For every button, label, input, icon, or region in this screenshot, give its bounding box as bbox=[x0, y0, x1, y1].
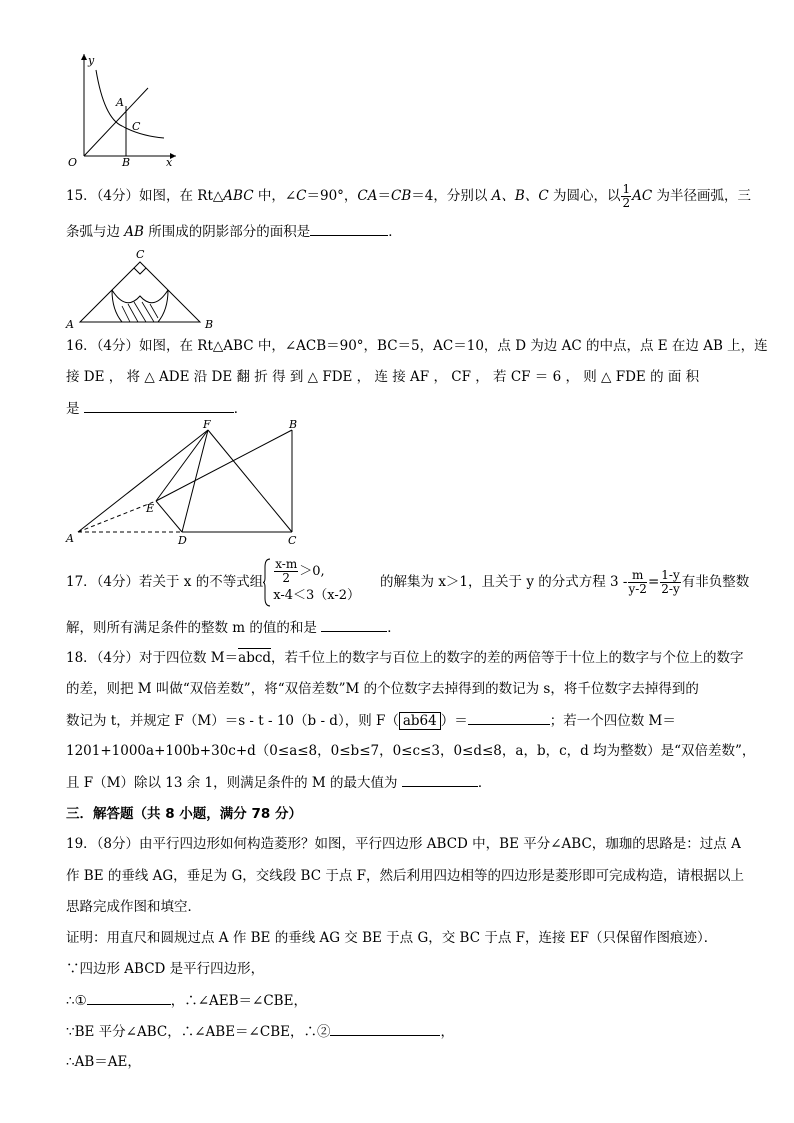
label-b: B bbox=[122, 156, 131, 169]
answer-blank-q15[interactable] bbox=[310, 221, 388, 236]
label-e: E bbox=[146, 502, 155, 515]
label-o: O bbox=[68, 156, 78, 169]
q18-line1: 18．（4分）对于四位数 M＝abcd，若千位上的数字与百位上的数字的差的两倍等于十位上的数字与个位上的数字 bbox=[66, 650, 744, 666]
label-x: x bbox=[166, 156, 173, 169]
label-a: A bbox=[66, 532, 74, 545]
section-heading: 三．解答题（共 8 小题，满分 78 分） bbox=[66, 806, 302, 822]
q19-line7: ∵BE 平分∠ABC，∴∠ABE＝∠CBE，∴② ， bbox=[66, 1021, 454, 1042]
label-a: A bbox=[116, 96, 124, 109]
triangle-abc bbox=[80, 262, 200, 322]
q16-line3: 是 ． bbox=[66, 398, 247, 419]
figure-q15-triangle bbox=[60, 246, 230, 330]
answer-blank-q18a[interactable] bbox=[468, 710, 550, 725]
arcs bbox=[112, 290, 168, 322]
label-c: C bbox=[136, 248, 145, 261]
label-a: A bbox=[66, 318, 74, 330]
fraction-half: $\frac{1}{2}$ bbox=[622, 182, 631, 210]
figure-hyperbola bbox=[60, 48, 190, 170]
q19-line5: ∵四边形 ABCD 是平行四边形， bbox=[66, 961, 265, 977]
answer-blank-q19-1[interactable] bbox=[87, 990, 171, 1005]
q16-line1: 16．（4分）如图，在 Rt△ABC 中，∠ACB＝90°，BC＝5，AC＝10，点 D 为边 AC 的中点，点 E 在边 AB 上，连 bbox=[66, 338, 768, 354]
label-c: C bbox=[288, 534, 297, 547]
answer-blank-q17[interactable] bbox=[321, 617, 387, 632]
q19-line4: 证明：用直尺和圆规过点 A 作 BE 的垂线 AG 交 BE 于点 G，交 BC 于点 F，连接 EF（只保留作图痕迹）． bbox=[66, 930, 718, 946]
label-d: D bbox=[178, 534, 187, 547]
answer-blank-q16[interactable] bbox=[84, 398, 234, 413]
hyperbola-curve bbox=[96, 70, 164, 138]
q19-line6: ∴① ，∴∠AEB＝∠CBE， bbox=[66, 990, 307, 1011]
label-b: B bbox=[205, 318, 214, 330]
q16-line2: 接 DE ， 将 △ ADE 沿 DE 翻 折 得 到 △ FDE ， 连 接 AF ， CF ， 若 CF ＝ 6 ， 则 △ FDE 的 面 积 bbox=[66, 369, 700, 385]
q18-line2: 的差，则把 M 叫做“双倍差数”，将“双倍差数”M 的个位数字去掉得到的数记为 s，将千位数字去掉得到的 bbox=[66, 681, 699, 697]
answer-blank-q19-2[interactable] bbox=[330, 1021, 440, 1036]
shaded-region bbox=[122, 302, 158, 322]
label-y: y bbox=[88, 54, 95, 67]
label-c: C bbox=[132, 120, 141, 133]
q19-line2: 作 BE 的垂线 AG，垂足为 G，交线段 BC 于点 F，然后利用四边相等的四边形是菱形即可完成构造，请根据以上 bbox=[66, 868, 744, 884]
q19-line1: 19．（8分）由平行四边形如何构造菱形？如图，平行四边形 ABCD 中，BE 平分∠ABC，珈珈的思路是：过点 A bbox=[66, 836, 741, 852]
figure-q16 bbox=[60, 420, 310, 548]
answer-blank-q18b[interactable] bbox=[402, 772, 478, 787]
q15-line1: 15．（4分）如图，在 Rt△ABC 中，∠C＝90°，CA＝CB＝4，分别以 A、B、C 为圆心，以 $\frac{1}{2}$ AC 为半径画弧，三 bbox=[66, 182, 751, 210]
q18-line3: 数记为 t，并规定 F（M）＝s - t - 10（b - d），则 F（ ab64 ）＝ ；若一个四位数 M＝ bbox=[66, 710, 676, 731]
q17-line1: 17．（4分）若关于 x 的不等式组 $\frac{x-m}{2}$ ＞0, x-4＜3（x-2） 的解集为 x＞1，且关于 y 的分式方程 3 - $\frac{m}{y-2}$ = $\frac{1-y}{2-y}$ 有非负整数 bbox=[66, 558, 749, 602]
q17-line2: 解，则所有满足条件的整数 m 的值的和是 ． bbox=[66, 617, 401, 638]
q15-line2: 条弧与边 AB 所围成的阴影部分的面积是 ． bbox=[66, 221, 402, 242]
q19-line8: ∴AB＝AE， bbox=[66, 1054, 141, 1070]
q19-line3: 思路完成作图和填空． bbox=[66, 899, 201, 915]
label-b: B bbox=[289, 420, 298, 431]
label-f: F bbox=[203, 420, 211, 431]
q18-line5: 且 F（M）除以 13 余 1，则满足条件的 M 的最大值为 ． bbox=[66, 772, 491, 793]
q18-line4: 1201+1000a+100b+30c+d（0≤a≤8，0≤b≤7，0≤c≤3，0≤d≤8，a，b，c，d 均为整数）是“双倍差数”， bbox=[66, 743, 756, 759]
inequality-system: $\frac{x-m}{2}$ ＞0, x-4＜3（x-2） bbox=[263, 558, 360, 607]
